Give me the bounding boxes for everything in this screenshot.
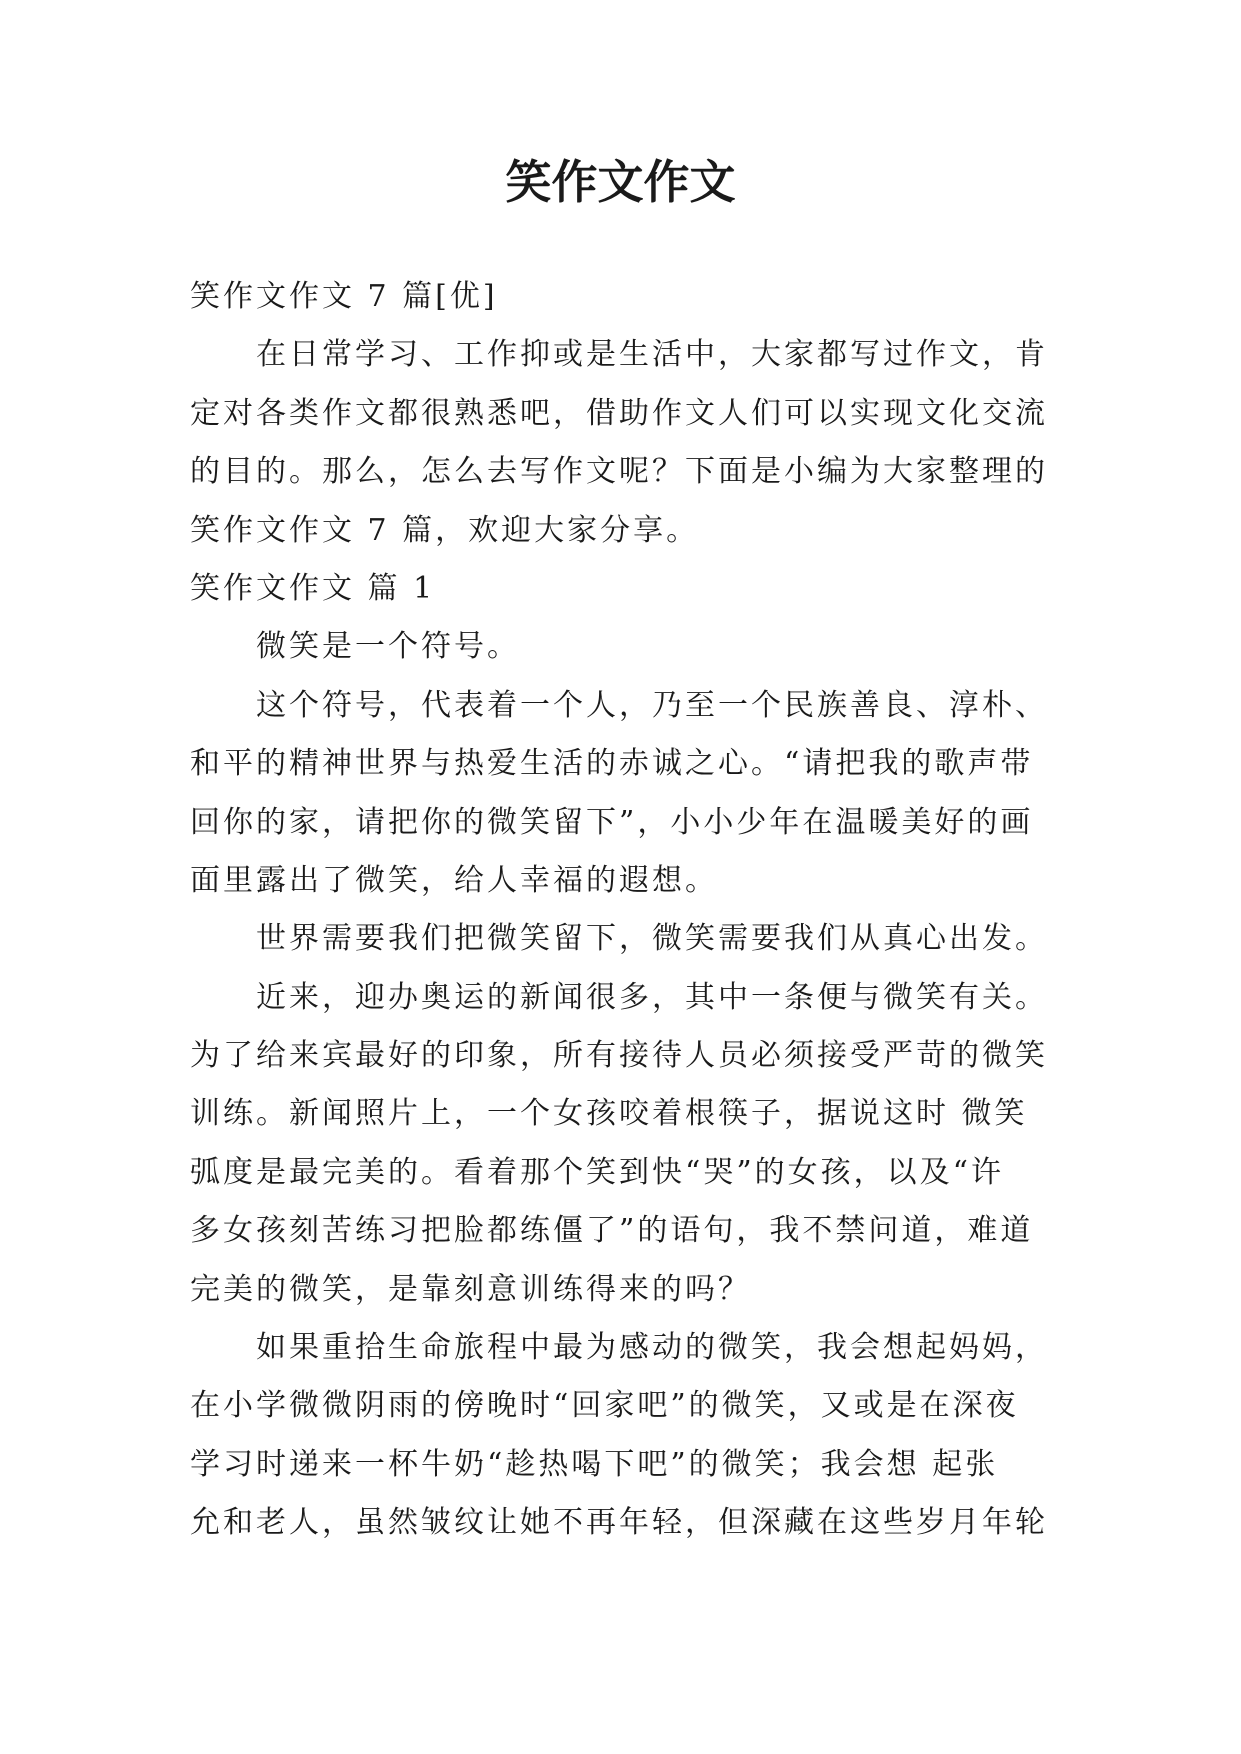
text-line: 为了给来宾最好的印象，所有接待人员必须接受严苛的微笑 <box>190 1038 1048 1074</box>
text-line: 近来，迎办奥运的新闻很多，其中一条便与微笑有关。 <box>256 979 1048 1015</box>
text-line: 弧度是最完美的。看着那个笑到快“哭”的女孩，以及“许 <box>190 1154 1005 1190</box>
text-line: 定对各类作文都很熟悉吧，借助作文人们可以实现文化交流 <box>190 395 1048 431</box>
text-line: 笑作文作文 篇 1 <box>190 570 436 606</box>
text-line: 如果重拾生命旅程中最为感动的微笑，我会想起妈妈， <box>256 1330 1048 1366</box>
text-line: 在小学微微阴雨的傍晚时“回家吧”的微笑，又或是在深夜 <box>190 1388 1019 1424</box>
text-line: 回你的家，请把你的微笑留下”，小小少年在温暖美好的画 <box>190 804 1034 840</box>
text-line: 面里露出了微笑，给人幸福的遐想。 <box>190 862 718 898</box>
text-line: 在日常学习、工作抑或是生活中，大家都写过作文，肯 <box>256 337 1048 373</box>
text-line: 训练。新闻照片上，一个女孩咬着根筷子，据说这时 微笑 <box>190 1096 1028 1132</box>
text-line: 完美的微笑，是靠刻意训练得来的吗？ <box>190 1271 751 1307</box>
text-line: 世界需要我们把微笑留下，微笑需要我们从真心出发。 <box>256 921 1048 957</box>
text-line: 学习时递来一杯牛奶“趁热喝下吧”的微笑；我会想 起张 <box>190 1446 999 1482</box>
text-line: 笑作文作文 7 篇[优] <box>190 279 498 314</box>
text-line: 的目的。那么，怎么去写作文呢？下面是小编为大家整理的 <box>190 454 1048 490</box>
text-line: 多女孩刻苦练习把脸都练僵了”的语句，我不禁问道，难道 <box>190 1213 1034 1249</box>
text-line: 笑作文作文 7 篇，欢迎大家分享。 <box>190 512 700 548</box>
text-line: 和平的精神世界与热爱生活的赤诚之心。“请把我的歌声带 <box>190 746 1034 782</box>
text-line: 微笑是一个符号。 <box>256 629 520 665</box>
page-title: 笑作文作文 <box>505 155 736 209</box>
text-line: 允和老人，虽然皱纹让她不再年轻，但深藏在这些岁月年轮 <box>190 1505 1048 1541</box>
document-body <box>190 268 1056 1553</box>
text-line: 这个符号，代表着一个人，乃至一个民族善良、淳朴、 <box>256 687 1048 723</box>
